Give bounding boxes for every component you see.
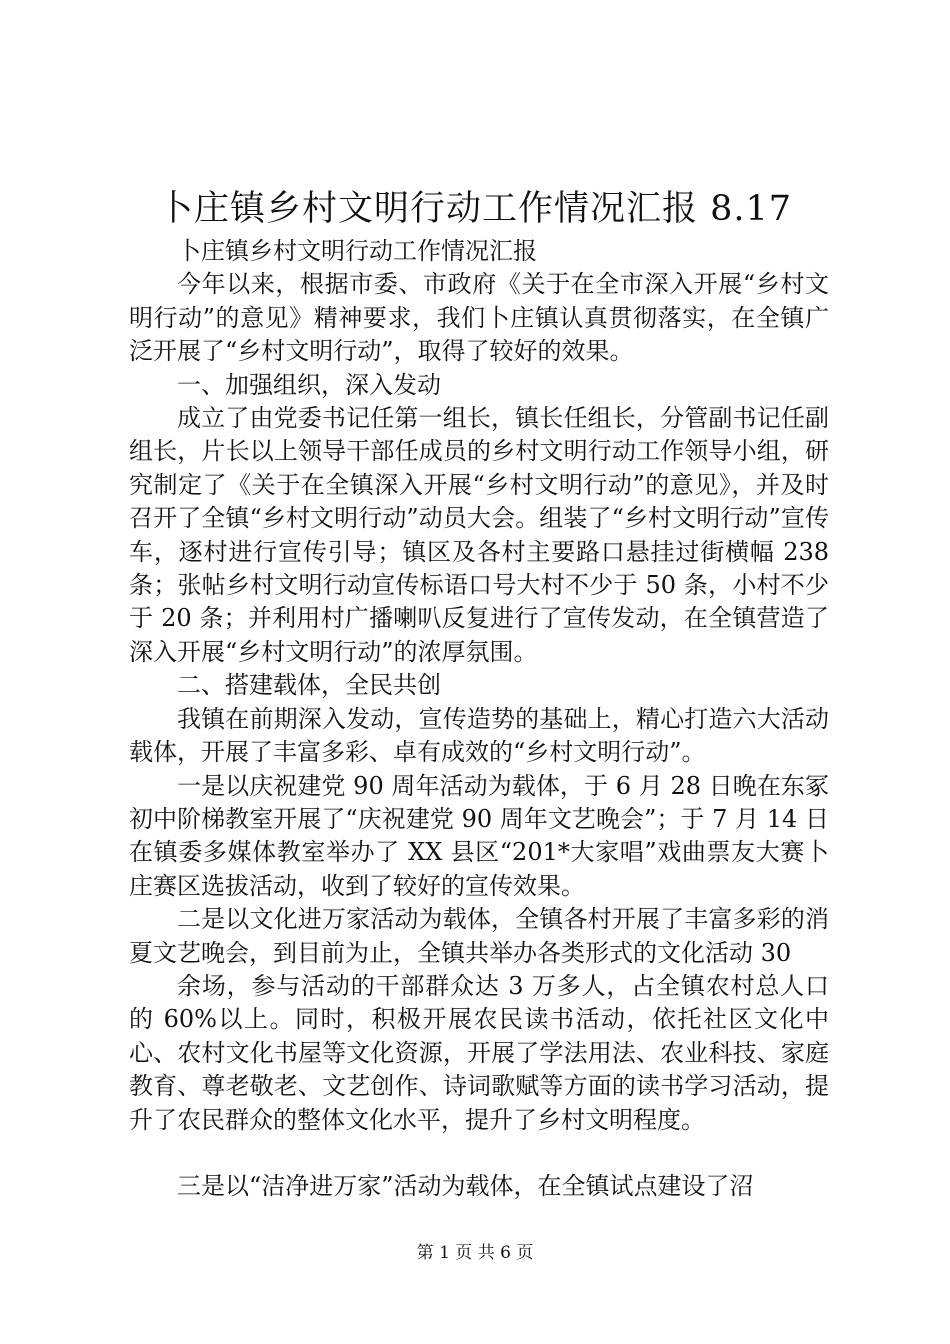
section-heading-2: 二、搭建载体，全民共创 bbox=[177, 671, 441, 700]
section-2-intro-paragraph: 我镇在前期深入发动，宣传造势的基础上，精心打造六大活动载体，开展了丰富多彩、卓有成效的“乡村文明行动”。 bbox=[129, 704, 829, 767]
item-2-paragraph: 二是以文化进万家活动为载体，全镇各村开展了丰富多彩的消夏文艺晚会，到目前为止，全镇共举办各类形式的文化活动 30 bbox=[129, 905, 829, 967]
page-footer: 第 1 页 共 6 页 bbox=[416, 1243, 534, 1263]
intro-paragraph: 今年以来，根据市委、市政府《关于在全市深入开展“乡村文明行动”的意见》精神要求，我们卜庄镇认真贯彻落实，在全镇广泛开展了“乡村文明行动”，取得了较好的效果。 bbox=[129, 270, 829, 366]
item-3-paragraph: 三是以“洁净进万家”活动为载体，在全镇试点建设了沼 bbox=[177, 1171, 754, 1200]
section-heading-1: 一、加强组织，深入发动 bbox=[177, 370, 441, 399]
subtitle-paragraph: 卜庄镇乡村文明行动工作情况汇报 bbox=[177, 237, 537, 265]
document-body bbox=[129, 235, 829, 1203]
item-2-continued-paragraph: 余场，参与活动的干部群众达 3 万多人，占全镇农村总人口的 60%以上。同时，积极开展农民读书活动，依托社区文化中心、农村文化书屋等文化资源，开展了学法用法、农业科技、家庭教育、尊老敬老、文艺创作、诗词歌赋等方面的读书学习活动，提升了农民群众的整体文化水平，提升了乡村文明程度。 bbox=[129, 971, 829, 1134]
item-1-paragraph: 一是以庆祝建党 90 周年活动为载体，于 6 月 28 日晚在东冢初中阶梯教室开展了“庆祝建党 90 周年文艺晚会”；于 7 月 14 日在镇委多媒体教室举办了 XX 县区“201*大家唱”戏曲票友大赛卜庄赛区选拔活动，收到了较好的宣传效果。 bbox=[129, 771, 829, 900]
section-1-paragraph: 成立了由党委书记任第一组长，镇长任组长，分管副书记任副组长，片长以上领导干部任成员的乡村文明行动工作领导小组，研究制定了《关于在全镇深入开展“乡村文明行动”的意见》，并及时召开了全镇“乡村文明行动”动员大会。组装了“乡村文明行动”宣传车，逐村进行宣传引导；镇区及各村主要路口悬挂过街横幅 238 条；张帖乡村文明行动宣传标语口号大村不少于 50 条，小村不少于 20 条；并利用村广播喇叭反复进行了宣传发动，在全镇营造了深入开展“乡村文明行动”的浓厚氛围。 bbox=[129, 404, 829, 666]
document-title: 卜庄镇乡村文明行动工作情况汇报 8.17 bbox=[157, 189, 793, 229]
